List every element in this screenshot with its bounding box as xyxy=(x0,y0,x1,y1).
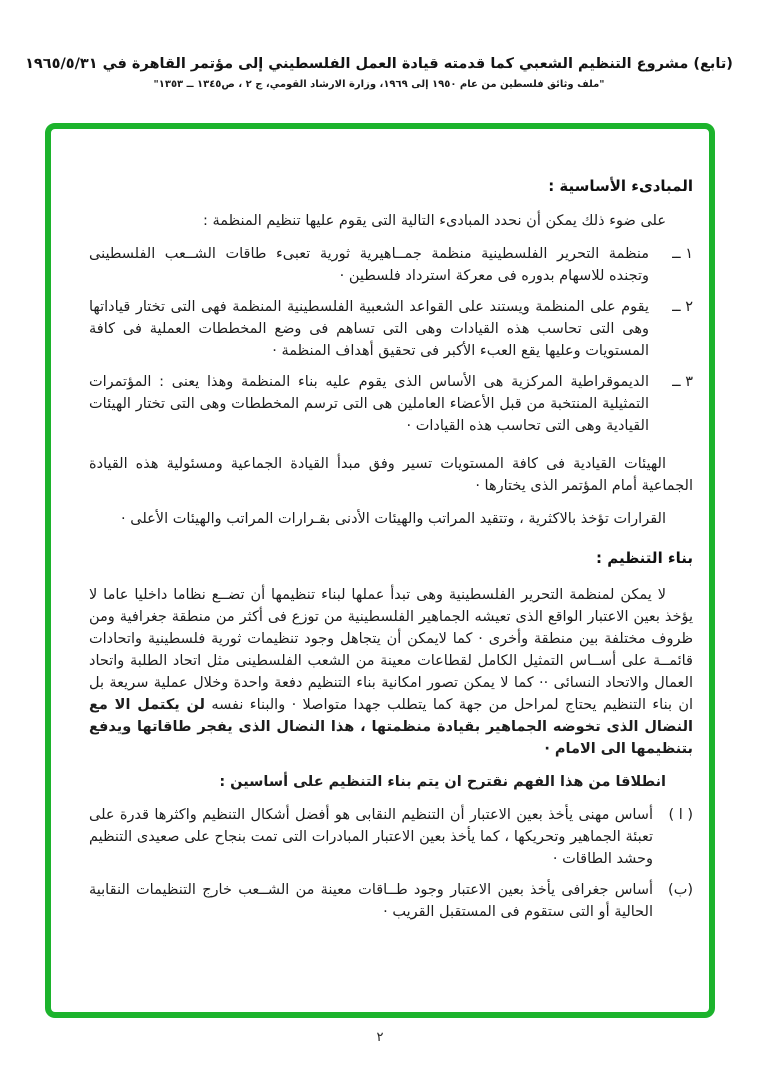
header-title: (تابع) مشروع التنظيم الشعبي كما قدمته قيادة العمل الفلسطيني إلى مؤتمر القاهرة في ١٩٦٥/٥/٣١ xyxy=(25,56,733,72)
item-1-marker: ١ ــ xyxy=(672,246,693,262)
item-a-text: أساس مهنى يأخذ بعين الاعتبار أن التنظيم النقابى هو أفضل أشكال التنظيم واكثرها قدرة على تعبئة الجماهير وتحريكها ، كما يأخذ بعين الاعتبار المبادرات التى تمت بنجاح على صعيدى التنظيم وحشد الطاقات · xyxy=(89,807,653,867)
page-number: ٢ xyxy=(376,1030,384,1045)
numbered-item-1 xyxy=(89,243,693,287)
building-paragraph-normal-part: لا يمكن لمنظمة التحرير الفلسطينية وهى تبدأ عملها لبناء تنظيمها أن تضــع نظاما داخليا عاما لا يؤخذ بعين الاعتبار الواقع الذى تعيشه الجماهير الفلسطينية من توزع فى أكثر من منطقة جغرافية ومن ظروف مختلفة بين منطقة وأخرى · كما لايمكن أن يتجاهل وجود تنظيمات ثورية فلسطينية واتحادات قائمــة على أســاس التمثيل الكامل لقطاعات معينة من الشعب الفلسطينى مثل اتحاد الطلبة واتحاد العمال والاتحاد النسائى ·· كما لا يمكن تصور امكانية بناء التنظيم دفعة واحدة وخلال عملية سريعة بل ان بناء التنظيم يحتاج لمراحل من جهة كما يتطلب جهدا متواصلا · والبناء نفسه xyxy=(89,587,694,713)
building-paragraph-bold-part: لن يكتمل الا مع النضال الذى تخوضه الجماهير بقيادة منظمتها ، هذا النضال الذى يفجر طاقاتها ويدفع بتنظيمها الى الامام · xyxy=(89,697,693,757)
lettered-item-a xyxy=(89,804,693,870)
item-1-text: منظمة التحرير الفلسطينية منظمة جمــاهيرية ثورية تعبىء طاقات الشــعب الفلسطينى وتجنده للاسهام بدوره فى معركة استرداد فلسطين · xyxy=(89,246,649,284)
section-heading-basic-principles: المبادىء الأساسية : xyxy=(548,177,693,195)
item-b-marker: (ب) xyxy=(668,882,693,898)
decisions-paragraph: القرارات تؤخذ بالاكثرية ، وتتقيد المراتب والهيئات الأدنى بقـرارات المراتب والهيئات الأعلى · xyxy=(121,511,666,527)
green-border-frame xyxy=(45,123,715,1018)
page-header xyxy=(0,56,758,90)
item-2-text: يقوم على المنظمة ويستند على القواعد الشعبية الفلسطينية المنظمة فهى التى تختار قياداتها وهى التى تحاسب هذه القيادات وهى التى تساهم فى وضع المخططات العملية فى كافة المستويات وعليها يقع العبء الأكبر فى تحقيق أهداف المنظمة · xyxy=(89,299,649,359)
numbered-item-2 xyxy=(89,296,693,362)
item-a-marker: ( ا ) xyxy=(668,807,693,823)
item-b-text: أساس جغرافى يأخذ بعين الاعتبار وجود طــاقات معينة من الشــعب خارج التنظيمات النقابية الحالية أو التى ستقوم فى المستقبل القريب · xyxy=(89,882,653,920)
building-organization-paragraph xyxy=(89,584,693,760)
leadership-bodies-paragraph: الهيئات القيادية فى كافة المستويات تسير وفق مبدأ القيادة الجماعية ومسئولية هذه القيادة الجماعية أمام المؤتمر الذى يختارها · xyxy=(89,456,693,494)
section-heading-building-organization: بناء التنظيم : xyxy=(595,549,693,567)
lettered-item-b xyxy=(89,879,693,923)
item-3-marker: ٣ ــ xyxy=(672,374,693,390)
item-2-marker: ٢ ــ xyxy=(672,299,693,315)
header-source-citation: "ملف وثائق فلسطين من عام ١٩٥٠ إلى ١٩٦٩، وزارة الارشاد القومي، ج ٢ ، ص١٣٤٥ ــ ١٣٥٣" xyxy=(153,79,605,90)
proposal-paragraph: انطلاقا من هذا الفهم نقترح ان يتم بناء التنظيم على أساسين : xyxy=(219,774,666,790)
numbered-item-3 xyxy=(89,371,693,437)
item-3-text: الديموقراطية المركزية هى الأساس الذى يقوم عليه بناء المنظمة وهذا يعنى : المؤتمرات التمثيلية المنتخبة من قبل الأعضاء العاملين هى التى ترسم المخططات وهى التى تختار الهيئات القيادية وهى التى تحاسب هذه القيادات · xyxy=(89,374,649,434)
document-content xyxy=(89,175,693,932)
principles-intro-paragraph: على ضوء ذلك يمكن أن نحدد المبادىء التالية التى يقوم عليها تنظيم المنظمة : xyxy=(203,213,666,229)
